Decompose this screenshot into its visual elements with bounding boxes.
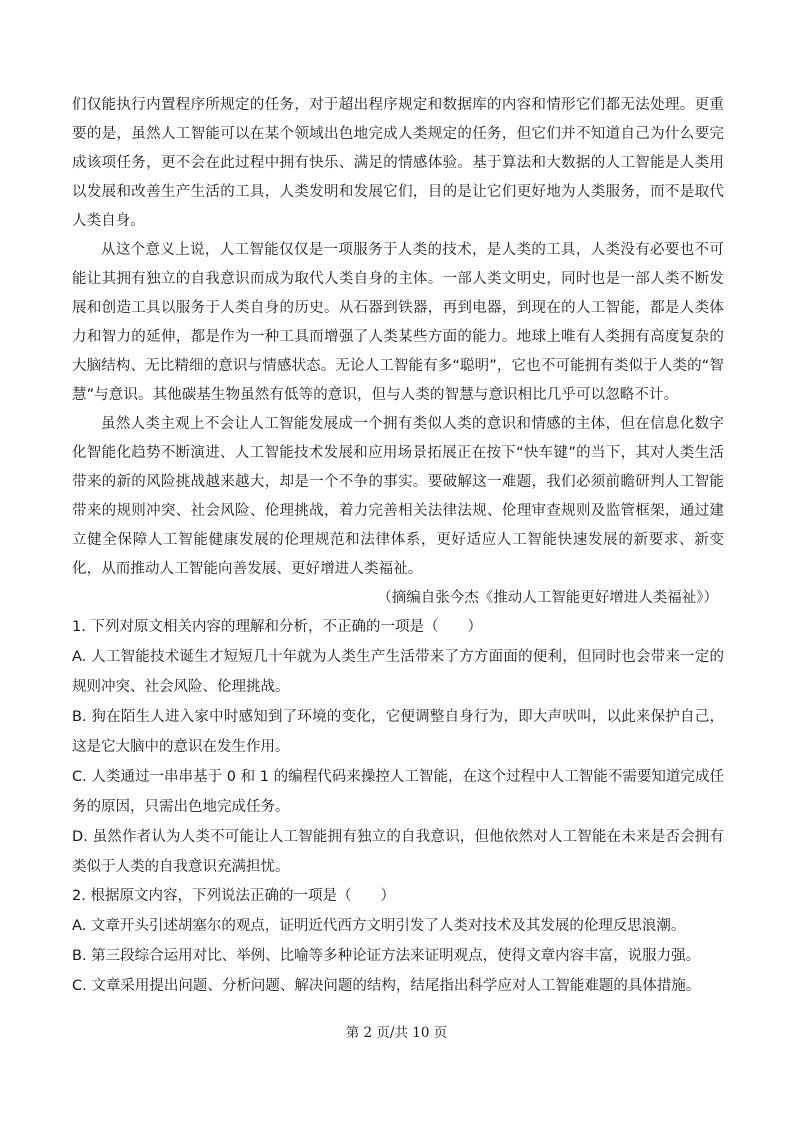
passage-paragraph-1: 们仅能执行内置程序所规定的任务，对于超出程序规定和数据库的内容和情形它们都无法处理。更重要的是，虽然人工智能可以在某个领域出色地完成人类规定的任务，但它们并不知道自己为什么要完成该项任务，更不会在此过程中拥有快乐、满足的情感体验。基于算法和大数据的人工智能是人类用以发展和改善生产生活的工具，人类发明和发展它们，目的是让它们更好地为人类服务，而不是取代人类自身。 <box>72 97 724 229</box>
question-1-option-a: A. 人工智能技术诞生才短短几十年就为人类生产生活带来了方方面面的便利，但同时也会带来一定的规则冲突、社会风险、伦理挑战。 <box>72 649 724 695</box>
question-2-option-b: B. 第三段综合运用对比、举例、比喻等多种论证方法来证明观点，使得文章内容丰富，说服力强。 <box>72 948 701 964</box>
question-2 <box>72 882 724 1001</box>
passage-paragraph-3: 虽然人类主观上不会让人工智能发展成一个拥有类似人类的意识和情感的主体，但在信息化数字化智能化趋势不断演进、人工智能技术发展和应用场景拓展正在按下“快车键”的当下，其对人类生活带来的新的风险挑战越来越大，却是一个不争的事实。要破解这一难题，我们必须前瞻研判人工智能带来的规则冲突、社会风险、伦理挑战，着力完善相关法律法规、伦理审查规则及监管框架，通过建立健全保障人工智能健康发展的伦理规范和法律体系，更好适应人工智能快速发展的新要求、新变化，从而推动人工智能向善发展、更好增进人类福祉。 <box>72 416 724 577</box>
page-footer: 第 2 页/共 10 页 <box>345 1025 448 1041</box>
question-2-option-c: C. 文章采用提出问题、分析问题、解决问题的结构，结尾指出科学应对人工智能难题的具体措施。 <box>72 978 701 994</box>
document-body <box>72 91 724 1001</box>
passage-paragraph-2: 从这个意义上说，人工智能仅仅是一项服务于人类的技术，是人类的工具，人类没有必要也不可能让其拥有独立的自我意识而成为取代人类自身的主体。一部人类文明史，同时也是一部人类不断发展和创造工具以服务于人类自身的历史。从石器到铁器，再到电器，到现在的人工智能，都是人类体力和智力的延伸，都是作为一种工具而增强了人类某些方面的能力。地球上唯有人类拥有高度复杂的大脑结构、无比精细的意识与情感状态。无论人工智能有多“聪明”，它也不可能拥有类似于人类的“智慧”与意识。其他碳基生物虽然有低等的意识，但与人类的智慧与意识相比几乎可以忽略不计。 <box>72 242 724 403</box>
source-citation: （摘编自张今杰《推动人工智能更好增进人类福祉》） <box>377 590 718 606</box>
question-1-option-b: B. 狗在陌生人进入家中时感知到了环境的变化，它便调整自身行为，即大声吠叫，以此来保护自己，这是它大脑中的意识在发生作用。 <box>72 709 724 755</box>
question-1 <box>72 613 724 882</box>
question-1-option-c: C. 人类通过一串串基于 0 和 1 的编程代码来操控人工智能，在这个过程中人工智能不需要知道完成任务的原因，只需出色地完成任务。 <box>72 769 724 815</box>
question-1-stem: 1. 下列对原文相关内容的理解和分析，不正确的一项是（ ） <box>72 619 482 635</box>
question-2-option-a: A. 文章开头引述胡塞尔的观点，证明近代西方文明引发了人类对技术及其发展的伦理反思浪潮。 <box>72 918 686 934</box>
question-2-stem: 2. 根据原文内容，下列说法正确的一项是（ ） <box>72 888 395 904</box>
question-1-option-d: D. 虽然作者认为人类不可能让人工智能拥有独立的自我意识，但他依然对人工智能在未来是否会拥有类似于人类的自我意识充满担忧。 <box>72 829 724 875</box>
